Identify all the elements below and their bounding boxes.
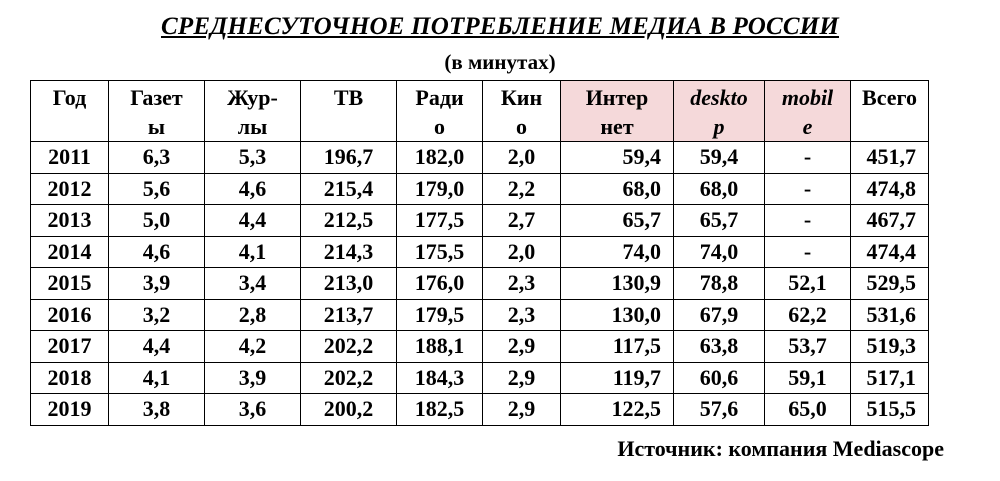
cell-internet: 117,5 — [561, 331, 674, 363]
table-row — [31, 394, 929, 426]
cell-cinema: 2,7 — [483, 205, 561, 237]
cell-total: 467,7 — [851, 205, 929, 237]
cell-internet: 59,4 — [561, 142, 674, 174]
cell-radio: 184,3 — [397, 362, 483, 394]
cell-internet: 119,7 — [561, 362, 674, 394]
cell-newspapers: 4,6 — [109, 236, 205, 268]
table-row — [31, 236, 929, 268]
header-tv: ТВ — [301, 81, 397, 142]
cell-tv: 196,7 — [301, 142, 397, 174]
cell-mobile: - — [765, 142, 851, 174]
page-title: СРЕДНЕСУТОЧНОЕ ПОТРЕБЛЕНИЕ МЕДИА В РОССИИ — [160, 13, 839, 40]
table-row — [31, 331, 929, 363]
cell-mobile: 65,0 — [765, 394, 851, 426]
cell-newspapers: 5,6 — [109, 173, 205, 205]
cell-mobile: 59,1 — [765, 362, 851, 394]
cell-internet: 122,5 — [561, 394, 674, 426]
cell-year: 2017 — [31, 331, 109, 363]
media-consumption-table — [30, 80, 929, 426]
header-row — [31, 81, 929, 142]
cell-year: 2019 — [31, 394, 109, 426]
cell-desktop: 78,8 — [674, 268, 765, 300]
cell-mobile: - — [765, 236, 851, 268]
cell-total: 531,6 — [851, 299, 929, 331]
page-subtitle: (в минутах) — [444, 50, 556, 74]
cell-magazines: 4,4 — [205, 205, 301, 237]
cell-cinema: 2,0 — [483, 142, 561, 174]
cell-mobile: 52,1 — [765, 268, 851, 300]
cell-year: 2015 — [31, 268, 109, 300]
cell-mobile: 53,7 — [765, 331, 851, 363]
cell-mobile: - — [765, 173, 851, 205]
cell-tv: 214,3 — [301, 236, 397, 268]
cell-magazines: 3,4 — [205, 268, 301, 300]
cell-desktop: 60,6 — [674, 362, 765, 394]
header-radio: Ради о — [397, 81, 483, 142]
cell-total: 451,7 — [851, 142, 929, 174]
cell-desktop: 74,0 — [674, 236, 765, 268]
cell-radio: 176,0 — [397, 268, 483, 300]
cell-cinema: 2,2 — [483, 173, 561, 205]
cell-radio: 177,5 — [397, 205, 483, 237]
cell-cinema: 2,3 — [483, 268, 561, 300]
table-row — [31, 268, 929, 300]
cell-desktop: 63,8 — [674, 331, 765, 363]
cell-desktop: 57,6 — [674, 394, 765, 426]
cell-cinema: 2,9 — [483, 362, 561, 394]
cell-tv: 212,5 — [301, 205, 397, 237]
cell-internet: 130,9 — [561, 268, 674, 300]
cell-year: 2013 — [31, 205, 109, 237]
header-internet: Интер нет — [561, 81, 674, 142]
cell-radio: 188,1 — [397, 331, 483, 363]
cell-internet: 74,0 — [561, 236, 674, 268]
cell-cinema: 2,3 — [483, 299, 561, 331]
table-row — [31, 205, 929, 237]
cell-tv: 213,0 — [301, 268, 397, 300]
table-row — [31, 362, 929, 394]
header-total: Всего — [851, 81, 929, 142]
cell-tv: 213,7 — [301, 299, 397, 331]
cell-tv: 215,4 — [301, 173, 397, 205]
cell-total: 519,3 — [851, 331, 929, 363]
table-row — [31, 142, 929, 174]
table-row — [31, 299, 929, 331]
cell-radio: 179,5 — [397, 299, 483, 331]
cell-tv: 202,2 — [301, 362, 397, 394]
cell-year: 2012 — [31, 173, 109, 205]
cell-radio: 182,5 — [397, 394, 483, 426]
cell-year: 2016 — [31, 299, 109, 331]
cell-newspapers: 3,8 — [109, 394, 205, 426]
cell-magazines: 5,3 — [205, 142, 301, 174]
cell-total: 474,8 — [851, 173, 929, 205]
cell-magazines: 4,6 — [205, 173, 301, 205]
cell-magazines: 3,9 — [205, 362, 301, 394]
source-note: Источник: компания Mediascope — [617, 436, 944, 461]
cell-magazines: 3,6 — [205, 394, 301, 426]
cell-radio: 182,0 — [397, 142, 483, 174]
cell-cinema: 2,9 — [483, 331, 561, 363]
cell-tv: 202,2 — [301, 331, 397, 363]
cell-year: 2014 — [31, 236, 109, 268]
cell-newspapers: 4,4 — [109, 331, 205, 363]
cell-newspapers: 4,1 — [109, 362, 205, 394]
header-year: Год — [31, 81, 109, 142]
header-newspapers: Газет ы — [109, 81, 205, 142]
cell-desktop: 65,7 — [674, 205, 765, 237]
cell-total: 515,5 — [851, 394, 929, 426]
table-row — [31, 173, 929, 205]
cell-cinema: 2,0 — [483, 236, 561, 268]
cell-total: 474,4 — [851, 236, 929, 268]
cell-mobile: 62,2 — [765, 299, 851, 331]
cell-newspapers: 5,0 — [109, 205, 205, 237]
cell-desktop: 59,4 — [674, 142, 765, 174]
header-mobile: mobil e — [765, 81, 851, 142]
cell-magazines: 4,2 — [205, 331, 301, 363]
header-cinema: Кин о — [483, 81, 561, 142]
cell-cinema: 2,9 — [483, 394, 561, 426]
cell-magazines: 4,1 — [205, 236, 301, 268]
cell-radio: 175,5 — [397, 236, 483, 268]
cell-tv: 200,2 — [301, 394, 397, 426]
header-magazines: Жур- лы — [205, 81, 301, 142]
header-desktop: deskto p — [674, 81, 765, 142]
cell-newspapers: 6,3 — [109, 142, 205, 174]
cell-desktop: 67,9 — [674, 299, 765, 331]
cell-newspapers: 3,2 — [109, 299, 205, 331]
cell-year: 2018 — [31, 362, 109, 394]
cell-year: 2011 — [31, 142, 109, 174]
cell-internet: 130,0 — [561, 299, 674, 331]
cell-mobile: - — [765, 205, 851, 237]
cell-newspapers: 3,9 — [109, 268, 205, 300]
cell-radio: 179,0 — [397, 173, 483, 205]
cell-total: 529,5 — [851, 268, 929, 300]
cell-internet: 65,7 — [561, 205, 674, 237]
cell-total: 517,1 — [851, 362, 929, 394]
cell-magazines: 2,8 — [205, 299, 301, 331]
cell-desktop: 68,0 — [674, 173, 765, 205]
cell-internet: 68,0 — [561, 173, 674, 205]
